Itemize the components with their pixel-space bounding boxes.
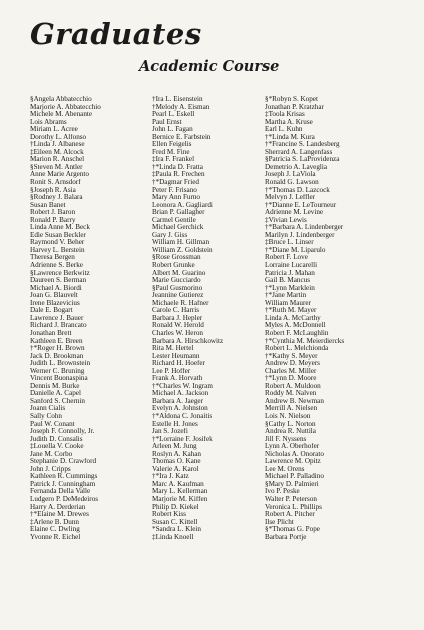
section-subheading: Academic Course [139,58,280,75]
page-heading: Graduates [30,17,202,51]
graduate-name: Carmel Gentile [152,216,196,224]
graduate-name: Jonathan P. Kratzhar [265,103,324,111]
graduate-name: Charles W. Heron [152,329,203,337]
graduate-name: Barbara A. Jaeger [152,397,203,405]
graduate-name: Lorraine Lucarelli [265,262,318,270]
graduate-name: Carole C. Harris [152,307,199,315]
graduate-name: §*Robyn S. Kopet [265,96,318,103]
graduate-name: Martha A. Kruse [265,118,313,126]
graduate-name: †*Linda D. Fratta [152,163,203,171]
graduate-name: Andrew B. Newman [265,397,324,405]
graduate-name: Estelle H. Jones [152,420,198,428]
graduate-name: Evelyn A. Johnston [152,405,208,413]
graduate-name: Jan S. Jozefi [152,428,188,436]
graduate-name: †*Dianne E. LeTourneur [265,201,337,209]
graduate-name: Andrew D. Meyers [265,360,320,368]
graduate-name: §Mary D. Palmieri [265,480,319,488]
graduate-name: Michaele R. Hafner [152,299,209,307]
graduate-name: Jeannine Gutierez [152,292,204,300]
graduate-name: Barbara Portje [265,533,307,541]
graduate-name: †*Dagmar Fried [152,179,199,187]
graduate-name: William H. Gillman [152,239,210,247]
graduate-name: Joan G. Blauvelt [30,292,78,300]
graduate-name: †*Elaine M. Drewes [30,511,89,519]
graduate-name: Sherrard A. Langenfass [265,148,333,156]
graduate-name: †*Aldona C. Jonaitis [152,412,213,420]
graduate-name: Susan C. Kittell [152,518,198,526]
graduate-name: Judith D. Consalis [30,435,83,443]
graduate-name: Jack D. Brookman [30,352,84,360]
graduate-name: †*Barbara A. Lindenberger [265,224,344,232]
graduate-name: Rita M. Hertel [152,345,194,353]
graduate-name: §Rose Grossman [152,254,201,262]
graduate-name: Melvyn J. Leffler [265,194,316,202]
graduate-name: Lynn A. Oberhofer [265,443,320,451]
graduate-name: Harry A. Derderian [30,503,86,511]
graduate-name: Lois Abrams [30,118,67,126]
graduate-name: Frank A. Horvath [152,375,203,383]
graduate-name: Kathleen R. Cummings [30,473,98,481]
graduate-name: Robert L. Melchionda [265,345,329,353]
graduate-name: Merrill A. Nielsen [265,405,318,413]
graduate-name: ‡Toola Krisas [265,111,305,119]
graduate-name: Ludgero P. DeMedeiros [30,495,99,503]
graduate-name: Robert Kiss [152,511,186,519]
graduate-name: Patrick J. Cunningham [30,480,96,488]
graduate-name: Harvey L. Berstein [30,246,85,254]
graduate-name: †Melody A. Eisman [152,103,210,111]
graduate-name: Joseph F. Connolly, Jr. [30,428,95,436]
graduate-name: Robert A. Muldoon [265,382,321,390]
graduate-name: ‡Eileen M. Alcock [30,148,84,156]
graduate-name: Adrienne S. Berke [30,262,83,270]
graduate-name: Ronald G. Lawson [265,179,319,187]
graduate-name: §Cathy L. Norton [265,420,316,428]
graduate-name: Walter P. Peterson [265,495,317,503]
graduate-name: §Patricia S. LaProvidenza [265,156,340,164]
graduate-name: William Maurer [265,299,311,307]
graduate-name: §Angela Abbatecchio [30,96,92,103]
graduate-name: Gary J. Giss [152,231,188,239]
graduate-name: †Ira L. Eisenstein [152,96,203,103]
graduate-name: †*Thomas D. Lazcock [265,186,330,194]
graduate-name: ‡Ira F. Frankel [152,156,195,164]
graduate-name: Lee P. Hoffer [152,367,191,375]
graduate-name: Stephanie D. Crawford [30,458,97,466]
graduate-name: Leonora A. Gagliardi [152,201,213,209]
graduate-name: Anne Marie Argento [30,171,89,179]
graduate-name: Demetrio A. Laveglia [265,163,328,171]
graduate-name: †*Jane Martin [265,292,307,300]
graduate-name: §Steven M. Antler [30,163,83,171]
graduate-name: Yvonne R. Eichel [30,533,81,541]
graduate-name: Elaine C. Dwling [30,526,80,534]
graduate-name: §Joseph R. Asia [30,186,76,194]
graduate-name: Robert F. Love [265,254,308,262]
graduate-name: Valerie A. Karol [152,465,199,473]
graduate-name: Joann Cialis [30,405,66,413]
graduate-name: Raymond V. Beher [30,239,85,247]
graduate-name: Sanford S. Chernin [30,397,85,405]
graduate-name: Michael P. Palladino [265,473,324,481]
graduate-name: Edie Susan Beckler [30,231,86,239]
graduate-name: Robert A. Pitcher [265,511,315,519]
graduate-name: Michael A. Jackson [152,390,209,398]
graduate-name: Barbara J. Hepler [152,314,203,322]
graduate-name: Vincent Buonaspina [30,375,88,383]
graduate-name: Miriam L. Acree [30,126,78,134]
graduate-name: †*Lorraine F. Josifek [152,435,213,443]
graduate-name: Barbara A. Hirschkowitz [152,337,224,345]
graduate-name: Pearl L. Eskell [152,111,195,119]
graduate-name: Michael Gerchick [152,224,204,232]
graduate-name: Marion R. Anschel [30,156,85,164]
graduate-name: Michele M. Abenante [30,111,93,119]
graduate-name: Judith L. Brownstein [30,360,91,368]
graduate-name: Daureen S. Berman [30,277,87,285]
graduates-column-2 [152,96,223,541]
graduate-name: Ilse Plicht [265,518,294,526]
graduate-name: Adrienne M. Levine [265,209,324,217]
graduate-name: Richard H. Hoefer [152,360,205,368]
graduate-name: Fernanda Della Valle [30,488,91,496]
graduate-name: †*Lynn D. Moore [265,375,317,383]
graduate-name: ‡Arlene B. Dunn [30,518,79,526]
graduate-name: Ellen Feigelis [152,141,192,149]
graduate-name: Marie Gucciardo [152,277,201,285]
graduate-name: Brian P. Gallagher [152,209,205,217]
graduate-name: †*Linda M. Kura [265,133,315,141]
graduate-name: Ronald W. Herold [152,322,204,330]
graduate-name: Marjorie A. Abbatecchio [30,103,101,111]
graduate-name: Lester Heumann [152,352,200,360]
graduate-name: †*Cynthia M. Meierdiercks [265,337,345,345]
graduates-column-1 [30,96,101,541]
graduate-name: §Lawrence Berkwitz [30,269,90,277]
graduate-name: Dorothy L. Alfonso [30,133,87,141]
graduate-name: Lawrence M. Opitz [265,458,321,466]
graduate-name: Thomas O. Kane [152,458,201,466]
graduate-name: Robert F. McLaughlin [265,329,329,337]
graduate-name: Patricia J. Mahan [265,269,315,277]
graduate-name: †*Kathy S. Meyer [265,352,318,360]
graduate-name: ‡Vivian Lewis [265,216,307,224]
graduate-name: Paul W. Conant [30,420,75,428]
graduate-name: Philip D. Kiekel [152,503,199,511]
graduate-name: ‡Paula R. Frechen [152,171,205,179]
graduate-name: Albert M. Guarino [152,269,206,277]
graduate-name: Roslyn A. Kahan [152,450,201,458]
graduate-name: †*Lynn Marklein [265,284,315,292]
graduate-name: Susan Banet [30,201,66,209]
graduate-name: Marc A. Kaufman [152,480,204,488]
graduate-name: Andrea R. Nuttila [265,428,316,436]
graduate-name: Lawrence J. Bauer [30,314,84,322]
graduate-name: Theresa Bergen [30,254,75,262]
graduate-name: Myles A. McDonnell [265,322,326,330]
graduate-name: Jill F. Nyssens [265,435,307,443]
graduate-name: †*Roger H. Brown [30,345,85,353]
graduate-name: Bernice E. Farbstein [152,133,211,141]
graduate-name: ‡Bruce L. Linser [265,239,314,247]
graduate-name: John L. Fagan [152,126,193,134]
graduate-name: Paul Ernst [152,118,182,126]
graduate-name: Jonathan Brett [30,329,72,337]
graduate-name: Jane M. Corbo [30,450,73,458]
graduate-name: Dale E. Bogart [30,307,73,315]
graduate-name: †Linda J. Albanese [30,141,85,149]
graduate-name: §Paul Gusmorino [152,284,203,292]
graduate-name: Charles M. Miller [265,367,317,375]
graduate-name: John J. Cripps [30,465,71,473]
graduate-name: Kathleen E. Breen [30,337,83,345]
graduate-name: Linda A. McCarthy [265,314,321,322]
graduate-name: §*Thomas G. Pope [265,526,320,534]
graduate-name: Arleen M. Jung [152,443,197,451]
graduate-name: §Rodney J. Balara [30,194,83,202]
graduate-name: Robert Grunke [152,262,195,270]
graduate-name: ‡Linda Knoell [152,533,194,541]
graduate-name: Richard J. Brancato [30,322,87,330]
graduate-name: Roddy M. Nalven [265,390,317,398]
graduate-name: Marilyn J. Lindenberger [265,231,335,239]
graduate-name: †*Diane M. Liparulo [265,246,326,254]
graduate-name: Werner C. Bruning [30,367,85,375]
graduate-name: Fred M. Fine [152,148,190,156]
graduate-name: Robert J. Baron [30,209,76,217]
graduate-name: Ronald P. Barry [30,216,76,224]
graduate-name: †*Francine S. Landesberg [265,141,340,149]
graduate-name: Ivo P. Peske [265,488,300,496]
graduate-name: Mary Ann Furno [152,194,200,202]
graduate-name: Danielle A. Capel [30,390,81,398]
graduate-name: William Z. Goldstein [152,246,213,254]
graduate-name: Gail B. Mancus [265,277,311,285]
graduate-name: ‡Louella V. Cooke [30,443,84,451]
graduate-name: Nicholas A. Onorato [265,450,324,458]
graduates-column-3 [265,96,344,541]
graduate-name: †*Charles W. Ingram [152,382,213,390]
graduate-name: †*Ruth M. Mayer [265,307,317,315]
graduate-name: Ronit S. Arnsdorf [30,179,81,187]
graduate-name: Michael A. Biordi [30,284,82,292]
graduate-name: Marjorie M. Kiffen [152,495,208,503]
graduate-name: Lee M. Orens [265,465,305,473]
graduate-name: Lois N. Nielson [265,412,311,420]
graduate-name: Earl L. Kuhn [265,126,303,134]
graduate-name: Irene Blazevicius [30,299,80,307]
graduate-name: Dennis M. Burke [30,382,80,390]
graduate-name: Peter F. Frisano [152,186,197,194]
graduate-name: Linda Anne M. Beck [30,224,90,232]
graduate-name: †*Ira J. Katz [152,473,189,481]
graduate-name: Joseph J. LaViola [265,171,316,179]
graduate-name: *Sandra L. Klein [152,526,201,534]
graduate-name: Veronica L. Phillips [265,503,322,511]
graduate-name: Mary L. Kellerman [152,488,208,496]
graduate-name: Sally Cohn [30,412,62,420]
